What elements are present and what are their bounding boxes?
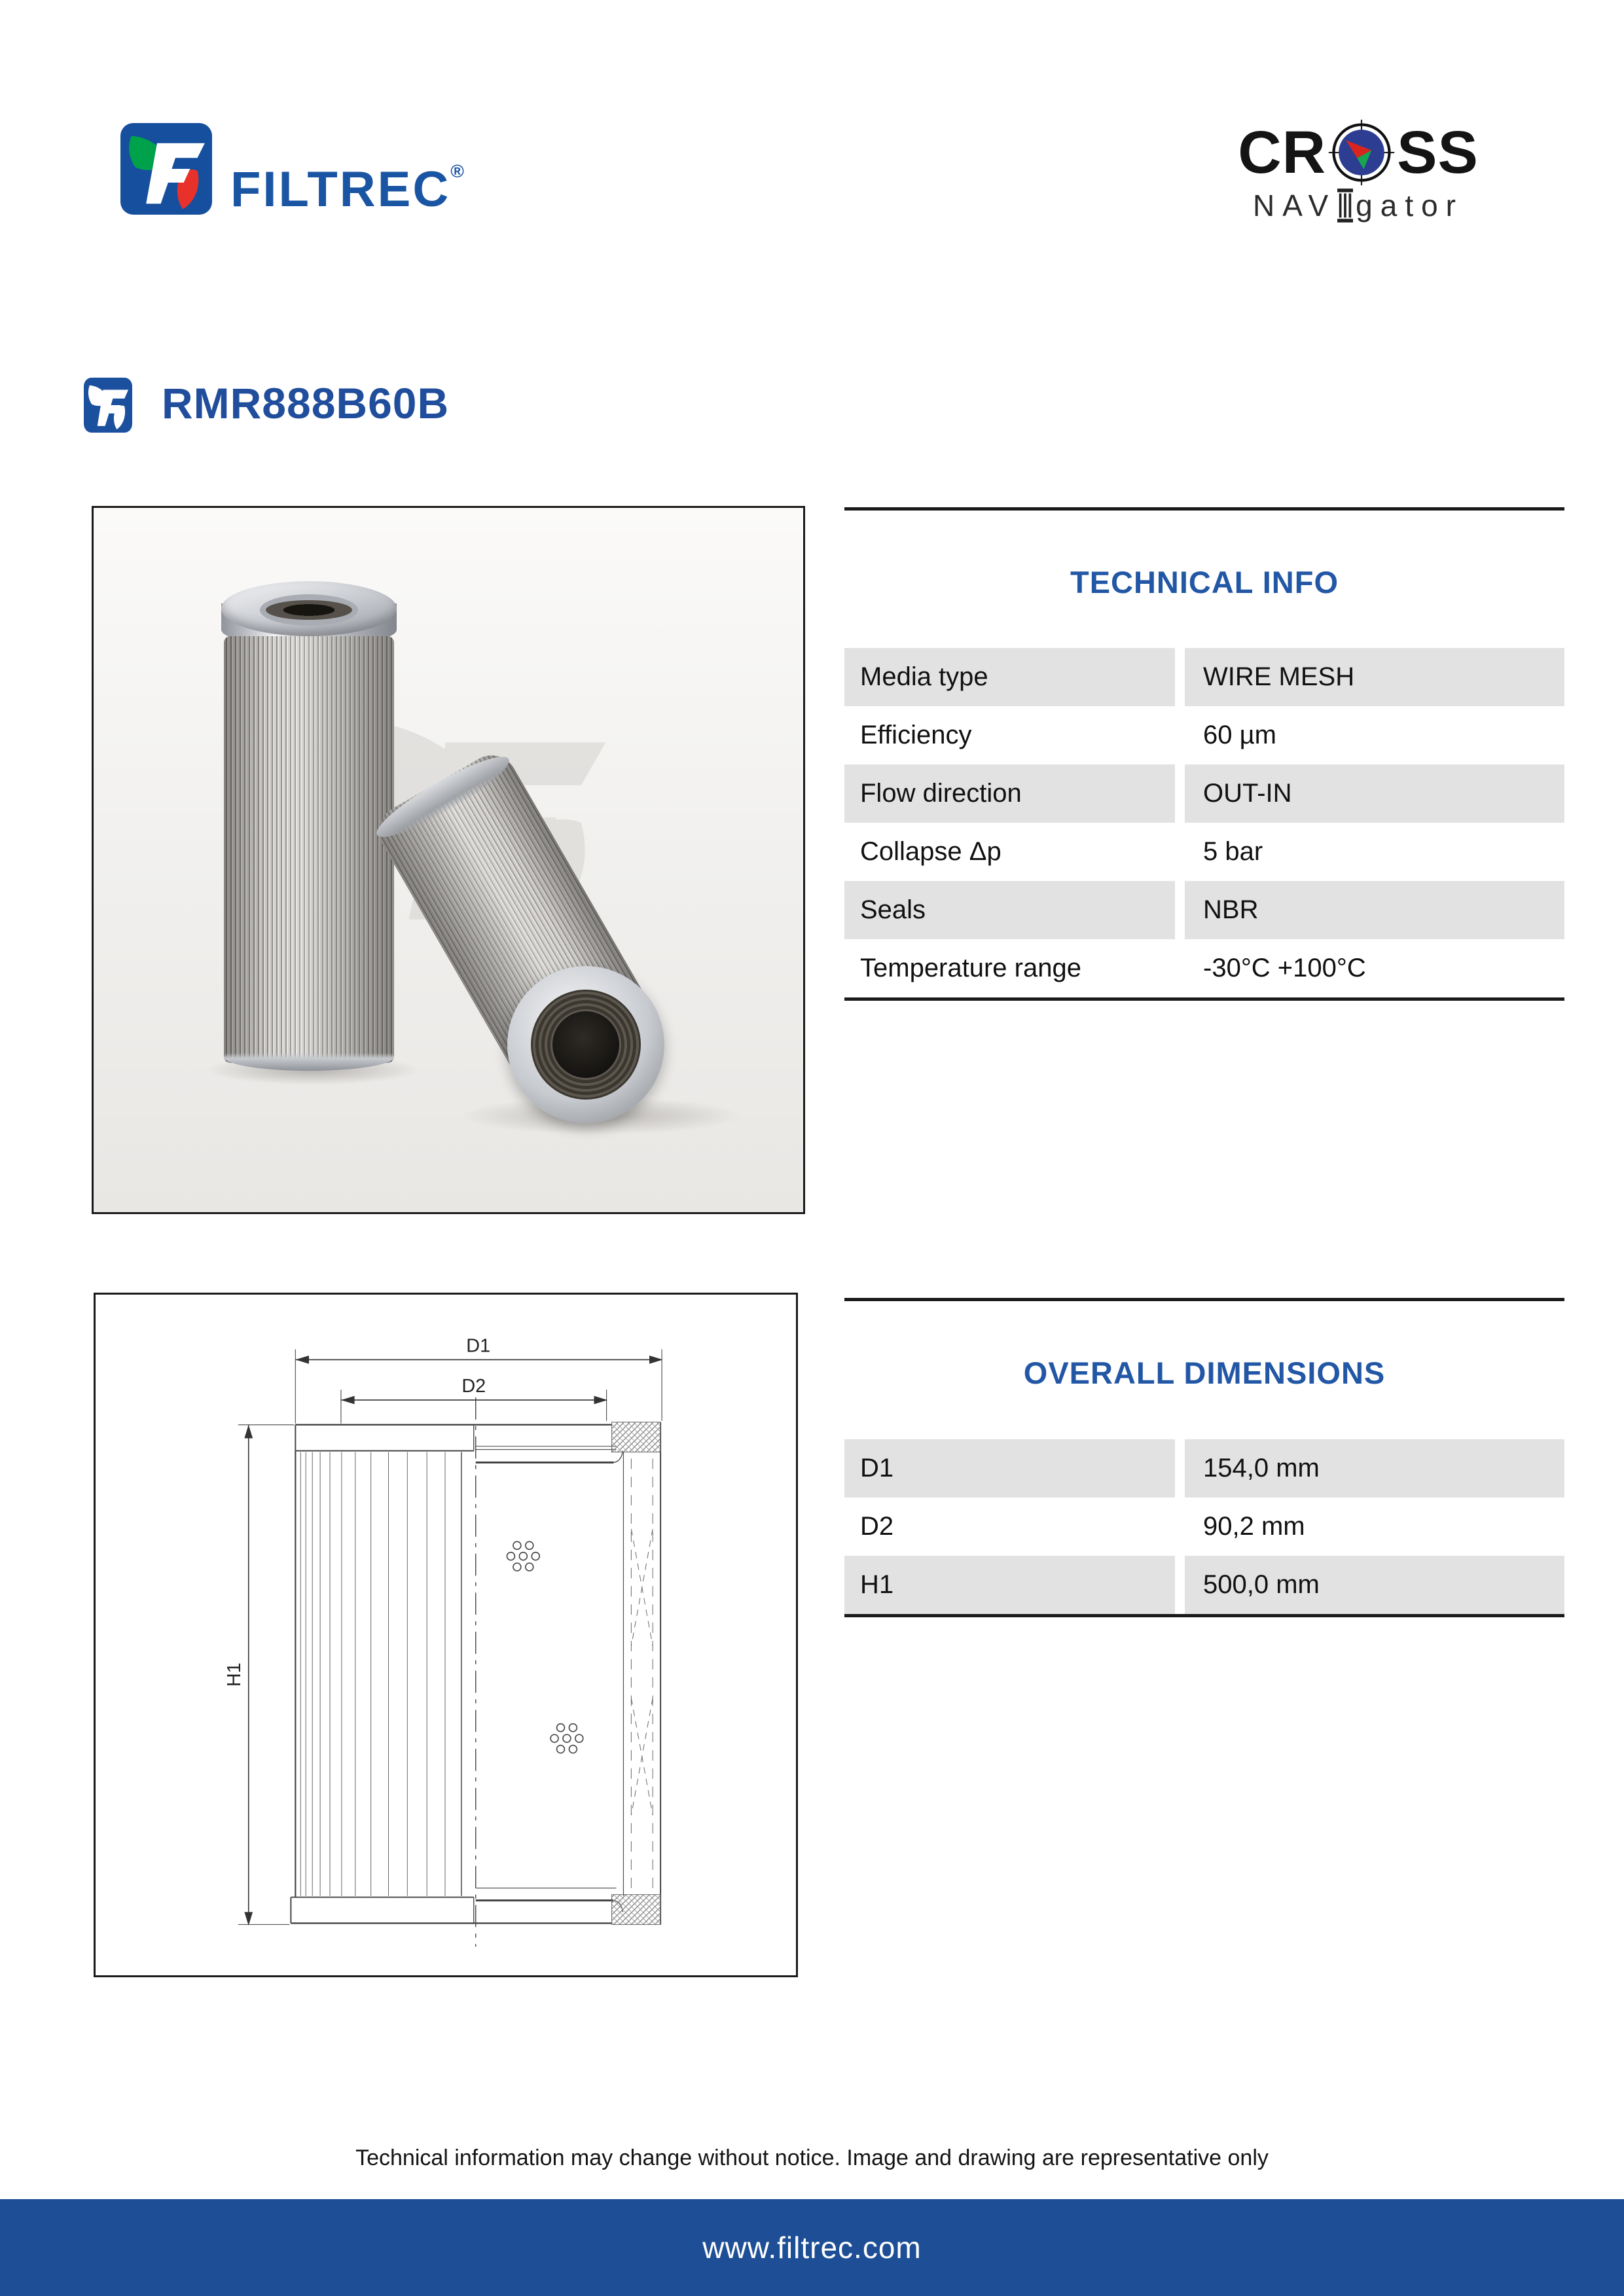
cross-logo-word: CR SS <box>1238 119 1479 186</box>
table-row <box>844 1439 1564 1498</box>
dim-label-d2: D2 <box>461 1376 486 1397</box>
table-label: Media type <box>844 648 1175 706</box>
table-row <box>844 823 1564 881</box>
table-label: D2 <box>860 1512 894 1541</box>
dimensions-bottom-rule <box>844 1614 1564 1617</box>
table-label: Collapse Δp <box>860 837 1001 866</box>
table-value: 5 bar <box>1203 837 1263 866</box>
perforation-holes <box>507 1541 583 1753</box>
disclaimer-text: Technical information may change without notice. Image and drawing are representative only <box>355 2145 1269 2170</box>
table-value: -30°C +100°C <box>1203 954 1366 982</box>
brand-wordmark: FILTREC® <box>230 161 466 217</box>
website-link[interactable]: www.filtrec.com <box>702 2231 922 2265</box>
table-row <box>844 1498 1564 1556</box>
table-label: Efficiency <box>860 721 972 749</box>
cross-logo-subword: NAV gator <box>1252 188 1464 223</box>
filter-element-end-hole <box>552 1011 619 1078</box>
registered-mark-icon: ® <box>450 161 466 181</box>
table-label: Flow direction <box>844 764 1175 823</box>
table-value: OUT-IN <box>1185 764 1564 823</box>
product-photo <box>92 506 805 1214</box>
table-label: Seals <box>844 881 1175 939</box>
dim-label-h1: H1 <box>223 1662 245 1687</box>
cross-navigator-logo <box>1238 119 1479 223</box>
table-row <box>844 764 1564 823</box>
table-value: 154,0 mm <box>1185 1439 1564 1498</box>
tech-info-bottom-rule <box>844 997 1564 1001</box>
dimensions-title: OVERALL DIMENSIONS <box>1023 1355 1386 1390</box>
table-row <box>844 881 1564 939</box>
filtrec-logo-icon <box>120 123 213 215</box>
table-value: WIRE MESH <box>1185 648 1564 706</box>
table-value: 60 µm <box>1203 721 1276 749</box>
table-value: NBR <box>1185 881 1564 939</box>
tech-info-title: TECHNICAL INFO <box>1070 565 1339 600</box>
table-value: 90,2 mm <box>1203 1512 1305 1541</box>
table-value: 500,0 mm <box>1185 1556 1564 1614</box>
dimensions-top-rule <box>844 1298 1564 1301</box>
page-title-product-code: RMR888B60B <box>162 379 450 427</box>
filter-element-bottom-cap <box>224 1043 394 1071</box>
table-label: D1 <box>844 1439 1175 1498</box>
table-label: H1 <box>844 1556 1175 1614</box>
filter-element-top-opening <box>260 594 358 626</box>
product-brand-icon <box>84 378 132 433</box>
compass-icon <box>1328 119 1395 186</box>
tech-info-top-rule <box>844 507 1564 511</box>
footer-bar <box>0 2199 1624 2296</box>
table-row <box>844 648 1564 706</box>
table-row <box>844 939 1564 997</box>
technical-drawing <box>94 1293 798 1977</box>
filter-element-vertical <box>224 636 394 1063</box>
tech-info-table <box>844 648 1564 1001</box>
table-label: Temperature range <box>860 954 1081 982</box>
column-icon <box>1337 188 1353 223</box>
table-row <box>844 1556 1564 1614</box>
table-row <box>844 706 1564 764</box>
dimensions-table <box>844 1439 1564 1617</box>
dim-label-d1: D1 <box>466 1335 491 1357</box>
